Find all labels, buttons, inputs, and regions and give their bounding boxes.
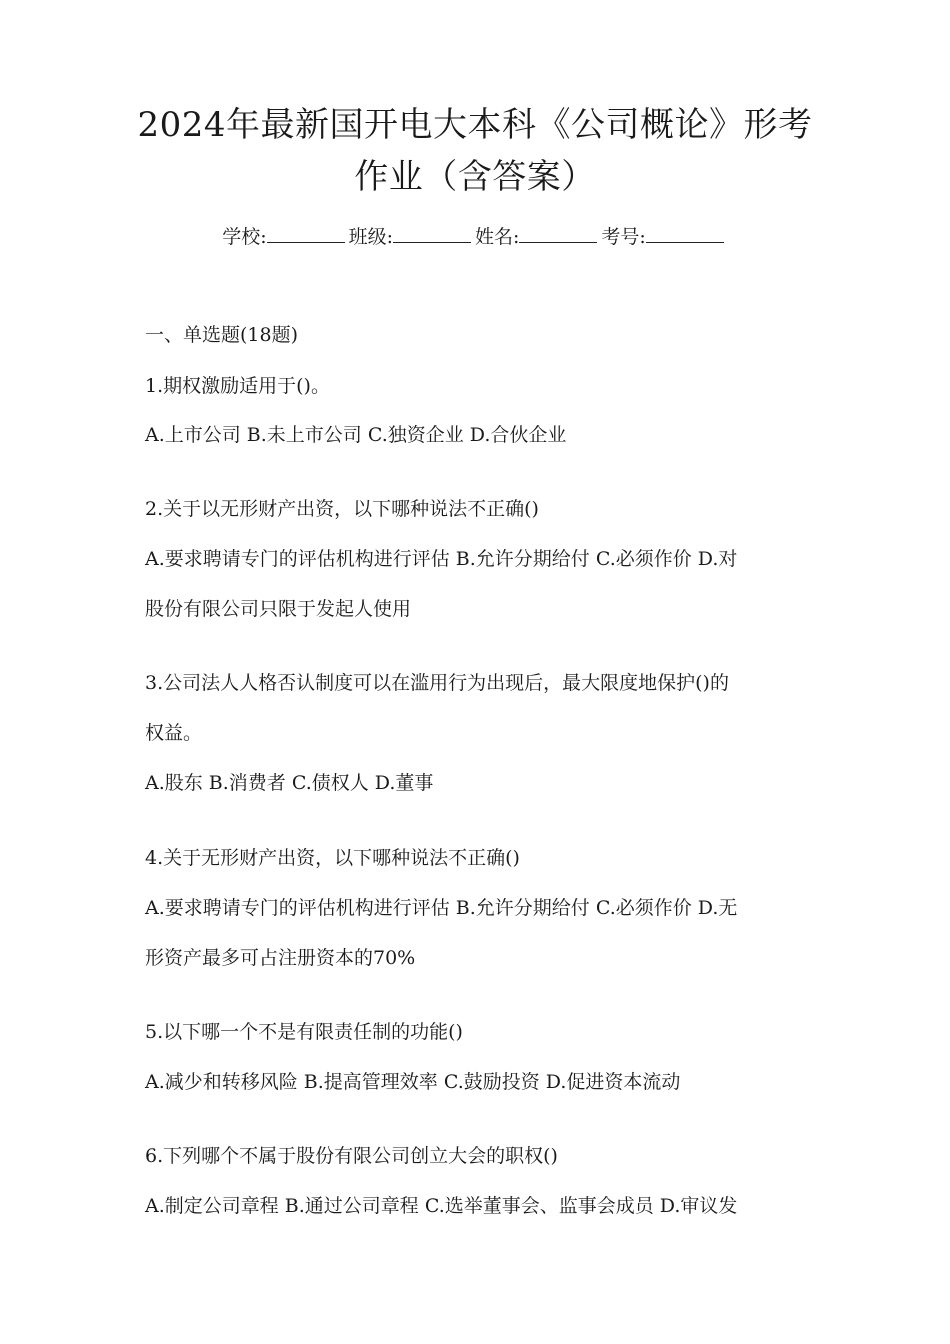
student-info-row xyxy=(0,222,950,252)
section-heading: 一、单选题(18题) xyxy=(145,324,299,346)
document-title-line-2: 作业（含答案） xyxy=(354,157,596,197)
class-blank xyxy=(393,224,471,243)
question-6-stem-line-1: 6.下列哪个不属于股份有限公司创立大会的职权() xyxy=(145,1145,558,1167)
name-label: 姓名: xyxy=(475,226,520,248)
question-3-options-line-1: A.股东 B.消费者 C.债权人 D.董事 xyxy=(145,772,434,794)
question-1-stem-line-1: 1.期权激励适用于()。 xyxy=(145,375,330,397)
name-blank xyxy=(519,224,597,243)
question-2-stem-line-1: 2.关于以无形财产出资，以下哪种说法不正确() xyxy=(145,498,539,520)
question-4-options-line-1: A.要求聘请专门的评估机构进行评估 B.允许分期给付 C.必须作价 D.无 xyxy=(145,897,738,919)
exam-no-blank xyxy=(646,224,724,243)
question-5-options-line-1: A.减少和转移风险 B.提高管理效率 C.鼓励投资 D.促进资本流动 xyxy=(145,1071,681,1093)
question-5-stem-line-1: 5.以下哪一个不是有限责任制的功能() xyxy=(145,1021,463,1043)
class-label: 班级: xyxy=(348,226,393,248)
exam-no-label: 考号: xyxy=(601,226,646,248)
school-blank xyxy=(267,224,345,243)
question-2-options-line-2: 股份有限公司只限于发起人使用 xyxy=(145,598,412,620)
question-3-stem-line-2: 权益。 xyxy=(145,722,203,744)
question-1-options-line-1: A.上市公司 B.未上市公司 C.独资企业 D.合伙企业 xyxy=(145,424,567,446)
question-4-stem-line-1: 4.关于无形财产出资，以下哪种说法不正确() xyxy=(145,847,520,869)
document-title-line-1: 2024年最新国开电大本科《公司概论》形考 xyxy=(137,105,813,145)
school-label: 学校: xyxy=(222,226,267,248)
question-6-options-line-1: A.制定公司章程 B.通过公司章程 C.选举董事会、监事会成员 D.审议发 xyxy=(145,1195,738,1217)
question-4-options-line-2: 形资产最多可占注册资本的70% xyxy=(145,947,416,969)
question-3-stem-line-1: 3.公司法人人格否认制度可以在滥用行为出现后，最大限度地保护()的 xyxy=(145,672,729,694)
question-2-options-line-1: A.要求聘请专门的评估机构进行评估 B.允许分期给付 C.必须作价 D.对 xyxy=(145,548,738,570)
